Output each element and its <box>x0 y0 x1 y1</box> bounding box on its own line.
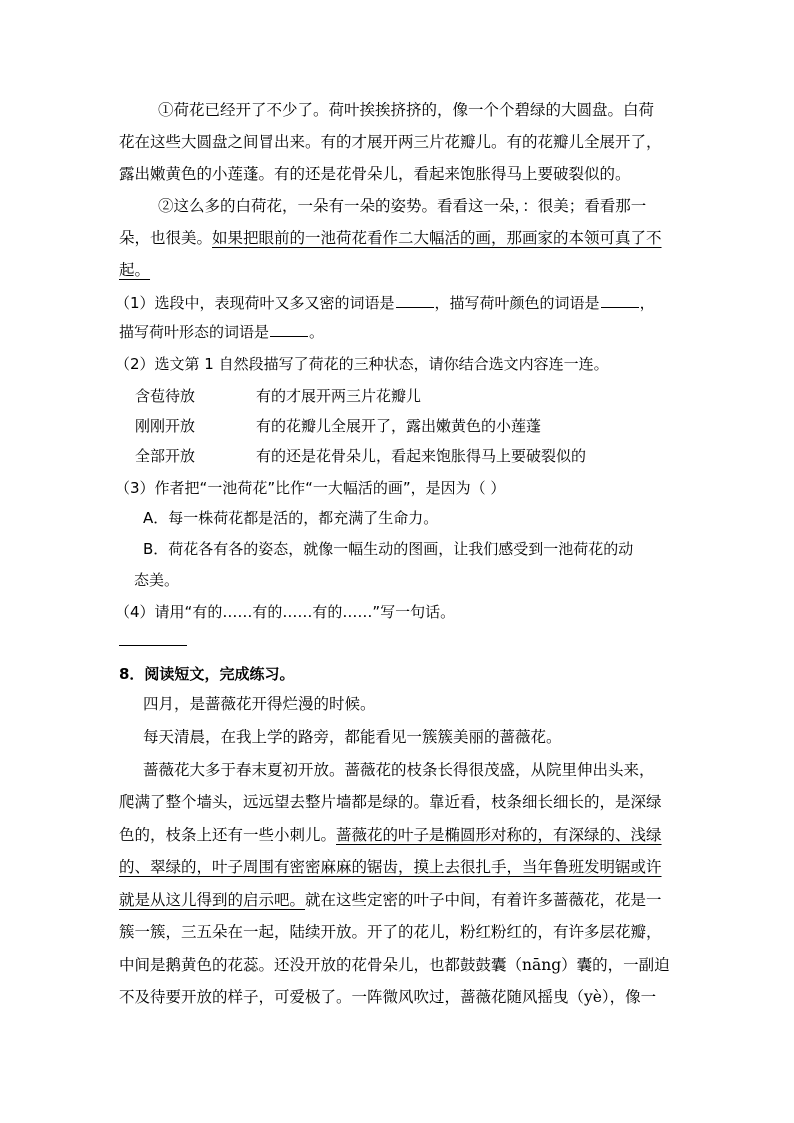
question-8-title: 8．阅读短文，完成练习。 <box>119 665 295 683</box>
passage-8-line: 簇一簇，三五朵在一起，陆续开放。开了的花儿，粉红粉红的，有许多层花瓣， <box>119 923 662 941</box>
question-1-text: （1）选段中，表现荷叶又多又密的词语是 <box>115 294 395 312</box>
passage-paragraph-1-line-3: 露出嫩黄色的小莲蓬。有的还是花骨朵儿，看起来饱胀得马上要破裂似的。 <box>119 165 631 183</box>
answer-blank[interactable] <box>270 322 308 337</box>
passage-8-line <box>119 825 662 845</box>
option-a[interactable]: A．每一株荷花都是活的，都充满了生命力。 <box>143 509 439 527</box>
passage-8-line: 的、翠绿的，叶子周围有密密麻麻的锯齿，摸上去很扎手，当年鲁班发明锯或许 <box>119 858 662 876</box>
passage-paragraph-2-line-1: ②这么多的白荷花，一朵有一朵的姿势。看看这一朵，：很美；看看那一 <box>158 197 647 215</box>
match-right-item[interactable]: 有的才展开两三片花瓣儿 <box>256 387 422 405</box>
passage-8-line: 每天清晨，在我上学的路旁，都能看见一簇簇美丽的蔷薇花。 <box>143 728 562 746</box>
passage-text: 色的，枝条上还有一些小刺儿。 <box>119 826 337 844</box>
question-1-line-2 <box>119 322 324 342</box>
question-3-prompt: （3）作者把“一池荷花”比作“一大幅活的画”，是因为（ ） <box>115 479 506 497</box>
match-right-item[interactable]: 有的还是花骨朵儿，看起来饱胀得马上要破裂似的 <box>256 447 587 465</box>
question-1-text: 描写荷叶形态的词语是 <box>119 323 270 341</box>
passage-paragraph-2-line-2 <box>119 228 662 248</box>
match-left-item[interactable]: 全部开放 <box>135 447 196 465</box>
passage-paragraph-1-line-2: 花在这些大圆盘之间冒出来。有的才展开两三片花瓣儿。有的花瓣儿全展开了， <box>119 133 662 151</box>
answer-blank[interactable] <box>601 293 639 308</box>
question-4-prompt: （4）请用“有的……有的……有的……”写一句话。 <box>115 603 456 621</box>
question-1-text: ， <box>639 294 655 312</box>
passage-paragraph-1-line-1: ①荷花已经开了不少了。荷叶挨挨挤挤的，像一个个碧绿的大圆盘。白荷 <box>158 101 655 119</box>
underlined-sentence: 蔷薇花的叶子是椭圆形对称的，有深绿的、浅绿 <box>336 826 662 844</box>
passage-paragraph-2-line-3: 起。 <box>119 261 151 279</box>
match-left-item[interactable]: 刚刚开放 <box>135 417 196 435</box>
passage-text: 就在这些定密的叶子中间，有着许多蔷薇花，花是一 <box>305 891 662 909</box>
passage-8-line <box>119 890 662 910</box>
question-2-prompt: （2）选文第 1 自然段描写了荷花的三种状态，请你结合选文内容连一连。 <box>115 355 609 373</box>
answer-blank[interactable] <box>396 293 434 308</box>
question-1-text: ，描写荷叶颜色的词语是 <box>434 294 600 312</box>
passage-8-line: 中间是鹅黄色的花蕊。还没开放的花骨朵儿，也都鼓鼓囊（nāng）囊的，一副迫 <box>119 956 670 974</box>
passage-text: 朵，也很美。 <box>119 229 213 247</box>
option-b-line-1[interactable]: B．荷花各有各的姿态，就像一幅生动的图画，让我们感受到一池荷花的动 <box>143 540 634 558</box>
question-1-text: 。 <box>309 323 325 341</box>
underlined-sentence: 就是从这儿得到的启示吧。 <box>119 891 306 909</box>
answer-line[interactable] <box>119 645 187 646</box>
passage-8-line: 不及待要开放的样子，可爱极了。一阵微风吹过，蔷薇花随风摇曳（yè），像一 <box>119 988 657 1006</box>
passage-8-line: 蔷薇花大多于春末夏初开放。蔷薇花的枝条长得很茂盛，从院里伸出头来， <box>143 761 655 779</box>
option-b-line-2[interactable]: 态美。 <box>134 571 180 589</box>
underlined-sentence: 如果把眼前的一池荷花看作二大幅活的画，那画家的本领可真了不 <box>212 229 662 247</box>
passage-8-line: 四月，是蔷薇花开得烂漫的时候。 <box>143 695 376 713</box>
question-1-line-1 <box>115 293 655 313</box>
passage-8-line: 爬满了整个墙头，远远望去整片墙都是绿的。靠近看，枝条细长细长的，是深绿 <box>119 793 662 811</box>
match-left-item[interactable]: 含苞待放 <box>135 387 196 405</box>
match-right-item[interactable]: 有的花瓣儿全展开了，露出嫩黄色的小莲蓬 <box>256 417 542 435</box>
